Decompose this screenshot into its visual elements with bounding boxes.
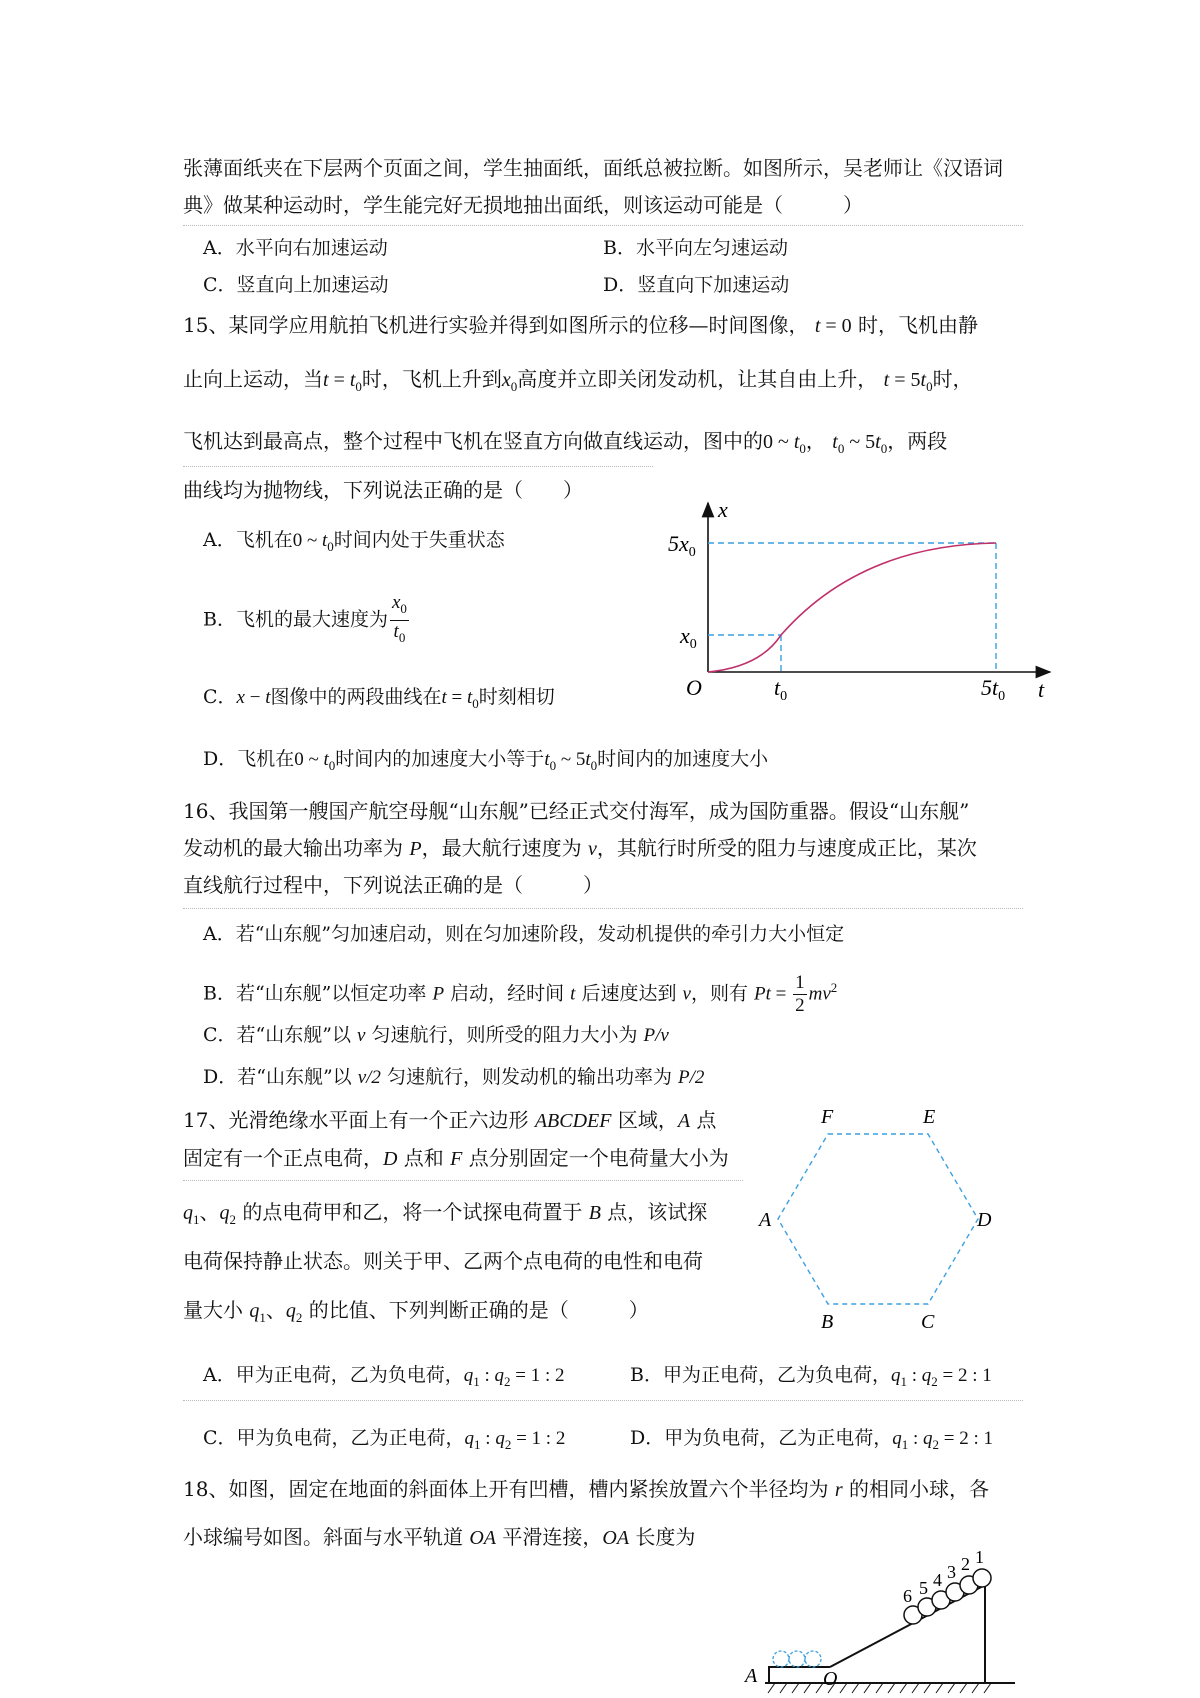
q15-option-c: C．x − t图像中的两段曲线在$t = t_0$时刻相切 xyxy=(203,686,555,711)
origin-label: O xyxy=(686,675,702,700)
q16-option-c: C．若“山东舰”以 v 匀速航行，则所受的阻力大小为 P/v xyxy=(203,1024,669,1046)
q16-option-b: B．若“山东舰”以恒定功率 P 启动，经时间 t 后速度达到 v，则有 Pt = $\frac{1}{2}$ $mv^2$ xyxy=(203,971,838,1016)
axis-label-t: t xyxy=(1038,677,1045,702)
q17-option-a: A．甲为正电荷，乙为负电荷，$q_1$ : $q_2 = 1$ : 2 xyxy=(203,1364,565,1389)
vertex-b: B xyxy=(821,1311,834,1330)
q17-line-2: 固定有一个正点电荷，D 点和 F 点分别固定一个电荷量大小为 xyxy=(183,1146,729,1170)
ground-hatching xyxy=(768,1683,991,1693)
divider xyxy=(183,466,653,467)
vertex-e: E xyxy=(923,1106,936,1128)
ball-label-1: 1 xyxy=(975,1547,984,1567)
q15-option-a: A．飞机在0 ~ $t_0$时间内处于失重状态 xyxy=(203,529,505,554)
q14-line-1: 张薄面纸夹在下层两个页面之间，学生抽面纸，面纸总被拉断。如图所示，吴老师让《汉语词 xyxy=(183,156,1003,180)
ball-label-2: 2 xyxy=(961,1554,970,1574)
fraction: $\frac{1}{2}$ xyxy=(795,971,805,1016)
q14-option-b: B．水平向左匀速运动 xyxy=(603,237,788,259)
ball-label-5: 5 xyxy=(919,1578,928,1598)
point-a-label: A xyxy=(745,1665,758,1687)
ball-label-3: 3 xyxy=(947,1562,956,1582)
q17-option-b: B．甲为正电荷，乙为负电荷，$q_1$ : $q_2 = 2$ : 1 xyxy=(630,1364,992,1389)
q17-option-c: C．甲为负电荷，乙为正电荷，$q_1$ : $q_2 = 1$ : 2 xyxy=(203,1427,566,1452)
ball-label-4: 4 xyxy=(933,1570,942,1590)
q14-option-c: C．竖直向上加速运动 xyxy=(203,274,389,296)
q17-line-1: 17、光滑绝缘水平面上有一个正六边形 ABCDEF 区域，A 点 xyxy=(183,1108,717,1132)
q14-line-2: 典》做某种运动时，学生能完好无损地抽出面纸，则该运动可能是（ ） xyxy=(183,193,863,217)
q17-option-d: D．甲为负电荷，乙为正电荷，$q_1$ : $q_2 = 2$ : 1 xyxy=(630,1427,994,1452)
q17-line-5: 量大小 $q_1$、$q_2$ 的比值、下列判断正确的是（ ） xyxy=(183,1298,649,1325)
q15-option-b: B．飞机的最大速度为 $\frac{x_0}{t_0}$ xyxy=(203,592,411,649)
q16-option-a: A．若“山东舰”匀加速启动，则在匀加速阶段，发动机提供的牵引力大小恒定 xyxy=(203,923,845,945)
tick-t0: $t_0$ xyxy=(774,675,788,704)
divider xyxy=(183,1180,743,1181)
fraction: $\frac{x_0}{t_0}$ xyxy=(391,592,407,645)
ball-1 xyxy=(973,1569,991,1587)
vertex-f: F xyxy=(821,1106,834,1128)
q15-line-3: 飞机达到最高点，整个过程中飞机在竖直方向做直线运动，图中的0 ~ $t_0$， $t_0$ ~ $5t_0$，两段 xyxy=(183,429,948,456)
q16-line-2: 发动机的最大输出功率为 P，最大航行速度为 v，其航行时所受的阻力与速度成正比，某次 xyxy=(183,836,977,860)
q17-line-4: 电荷保持静止状态。则关于甲、乙两个点电荷的电性和电荷 xyxy=(183,1249,703,1273)
hexagon-abcdef xyxy=(778,1134,978,1304)
vertex-c: C xyxy=(921,1311,935,1330)
vertex-a: A xyxy=(759,1209,772,1231)
tick-x0: $x_0$ xyxy=(680,623,697,652)
q16-line-3: 直线航行过程中，下列说法正确的是（ ） xyxy=(183,873,603,897)
q16-option-d: D．若“山东舰”以 v/2 匀速航行，则发动机的输出功率为 P/2 xyxy=(203,1066,705,1088)
tick-5t0: $5t_0$ xyxy=(981,675,1006,704)
ball-label-6: 6 xyxy=(903,1586,912,1606)
ghost-balls xyxy=(773,1651,821,1667)
curve-segment-1 xyxy=(708,635,781,672)
hexagon-diagram xyxy=(755,1105,995,1330)
divider xyxy=(183,225,1023,226)
tick-5x0: $5x_0$ xyxy=(668,531,696,560)
curve-segment-2 xyxy=(781,543,996,635)
q15-option-d: D．飞机在0 ~ $t_0$时间内的加速度大小等于$t_0$ ~ $5t_0$时间内的加速度大小 xyxy=(203,748,769,773)
vertex-d: D xyxy=(977,1209,992,1231)
q14-option-d: D．竖直向下加速运动 xyxy=(603,274,790,296)
q18-line-1: 18、如图，固定在地面的斜面体上开有凹槽，槽内紧挨放置六个半径均为 r 的相同小球，各 xyxy=(183,1477,989,1501)
q15-line-2: 止向上运动，当$t = t_0$时，飞机上升到$x_0$高度并立即关闭发动机，让其自由上升， $t = 5t_0$时， xyxy=(183,367,973,394)
q15-line-4: 曲线均为抛物线，下列说法正确的是（ ） xyxy=(183,478,583,502)
q18-line-2: 小球编号如图。斜面与水平轨道 OA 平滑连接，OA 长度为 xyxy=(183,1525,696,1549)
divider xyxy=(183,908,1023,909)
q14-option-a: A．水平向右加速运动 xyxy=(203,237,388,259)
displacement-time-graph xyxy=(660,495,1060,710)
axis-label-x: x xyxy=(718,497,728,522)
q15-line-1: 15、某同学应用航拍飞机进行实验并得到如图所示的位移—时间图像， t = 0 时，飞机由静 xyxy=(183,313,979,337)
q17-line-3: $q_1$、$q_2$ 的点电荷甲和乙，将一个试探电荷置于 B 点，该试探 xyxy=(183,1200,708,1227)
horizontal-track-oa xyxy=(769,1667,830,1683)
point-o-label: O xyxy=(823,1668,838,1690)
incline-figure xyxy=(735,1545,1015,1698)
q16-line-1: 16、我国第一艘国产航空母舰“山东舰”已经正式交付海军，成为国防重器。假设“山东舰” xyxy=(183,799,970,823)
divider xyxy=(183,1400,1023,1401)
